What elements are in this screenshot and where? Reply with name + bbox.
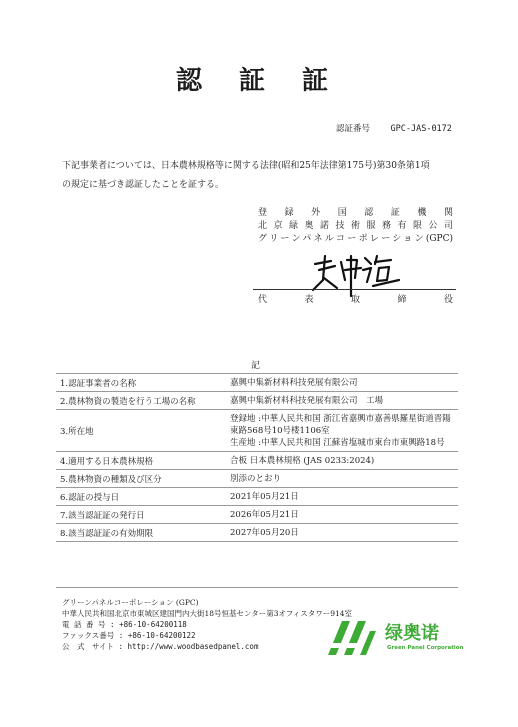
row-label: 4.適用する日本農林規格 [60,457,154,467]
certification-details-table [56,373,458,542]
footer-address: 中華人民共和国北京市東城区建国門内大街18号恒基センター第3オフィスタワー914室 [62,609,353,618]
table-row [56,470,458,488]
registered-address: 登録地 :中華人民共和国 浙江省嘉興市嘉善県羅星街道晋陽東路568号10号楼1106室 [230,414,451,436]
org-chinese-name: 北京緑奥諾技術服務有限公司 [258,221,453,231]
org-japanese-name: グリーンパネルコーポレーション(GPC) [258,234,453,244]
intro-line-1: 下記事業者については、日本農林規格等に関する法律(昭和25年法律第175号)第30条第1項 [62,161,430,171]
row-label: 6.認証の授与日 [60,493,120,503]
logo-mark-icon [326,617,382,657]
footer-company: グリーンパネルコーポレーション (GPC) [62,598,199,607]
org-registration-title: 登録外国認証機関 [258,208,453,218]
table-row [56,374,458,392]
intro-line-2: の規定に基づき認証したことを証する。 [62,180,225,190]
row-value: 嘉興中集新材料科技発展有限公司 [230,378,358,388]
signature-line [253,289,456,290]
certificate-number-value: GPC-JAS-0172 [390,124,452,134]
representative-title: 代表取締役 [258,295,453,305]
row-value: 合板 日本農林規格 (JAS 0233:2024) [230,456,375,466]
row-label: 5.農林物資の種類及び区分 [60,475,162,485]
table-row [56,488,458,506]
table-row [56,392,458,410]
footer-contact [62,597,362,652]
row-label: 7.該当認証証の発行日 [60,511,145,521]
row-label: 8.該当認証証の有効期限 [60,529,154,539]
document-title: 認 証 証 [175,66,343,96]
row-value: 2026年05月21日 [230,510,299,520]
intro-paragraph [62,157,462,195]
table-row [56,506,458,524]
row-label: 2.農林物資の製造を行う工場の名称 [60,397,196,407]
row-value [226,410,458,451]
footer-divider [56,587,458,588]
production-address: 生産地 :中華人民共和国 江蘇省塩城市東台市東興路18号 [230,438,445,448]
logo-chinese-name: 绿奥诺 [385,623,439,644]
row-value: 別添のとおり [230,474,282,484]
section-marker: 記 [251,361,261,371]
logo-english-name: Green Panel Corporation [387,645,464,651]
table-row [56,452,458,470]
company-logo [326,617,466,659]
row-value: 2027年05月20日 [230,528,299,538]
footer-fax: ファックス番号 : +86-10-64200122 [62,631,196,640]
table-row [56,410,458,452]
row-label: 1.認証事業者の名称 [60,379,137,389]
row-label: 3.所在地 [60,427,94,437]
row-value: 嘉興中集新材料科技発展有限公司 工場 [230,396,384,406]
footer-website: 公 式 サイト : http://www.woodbasedpanel.com [62,642,259,651]
footer-phone: 電 話 番 号 : +86-10-64200118 [62,620,187,629]
row-value: 2021年05月21日 [230,492,299,502]
issuing-organization [258,207,453,246]
certificate-number-label: 認証番号 [336,124,371,134]
certificate-number [336,122,452,134]
table-row [56,524,458,542]
